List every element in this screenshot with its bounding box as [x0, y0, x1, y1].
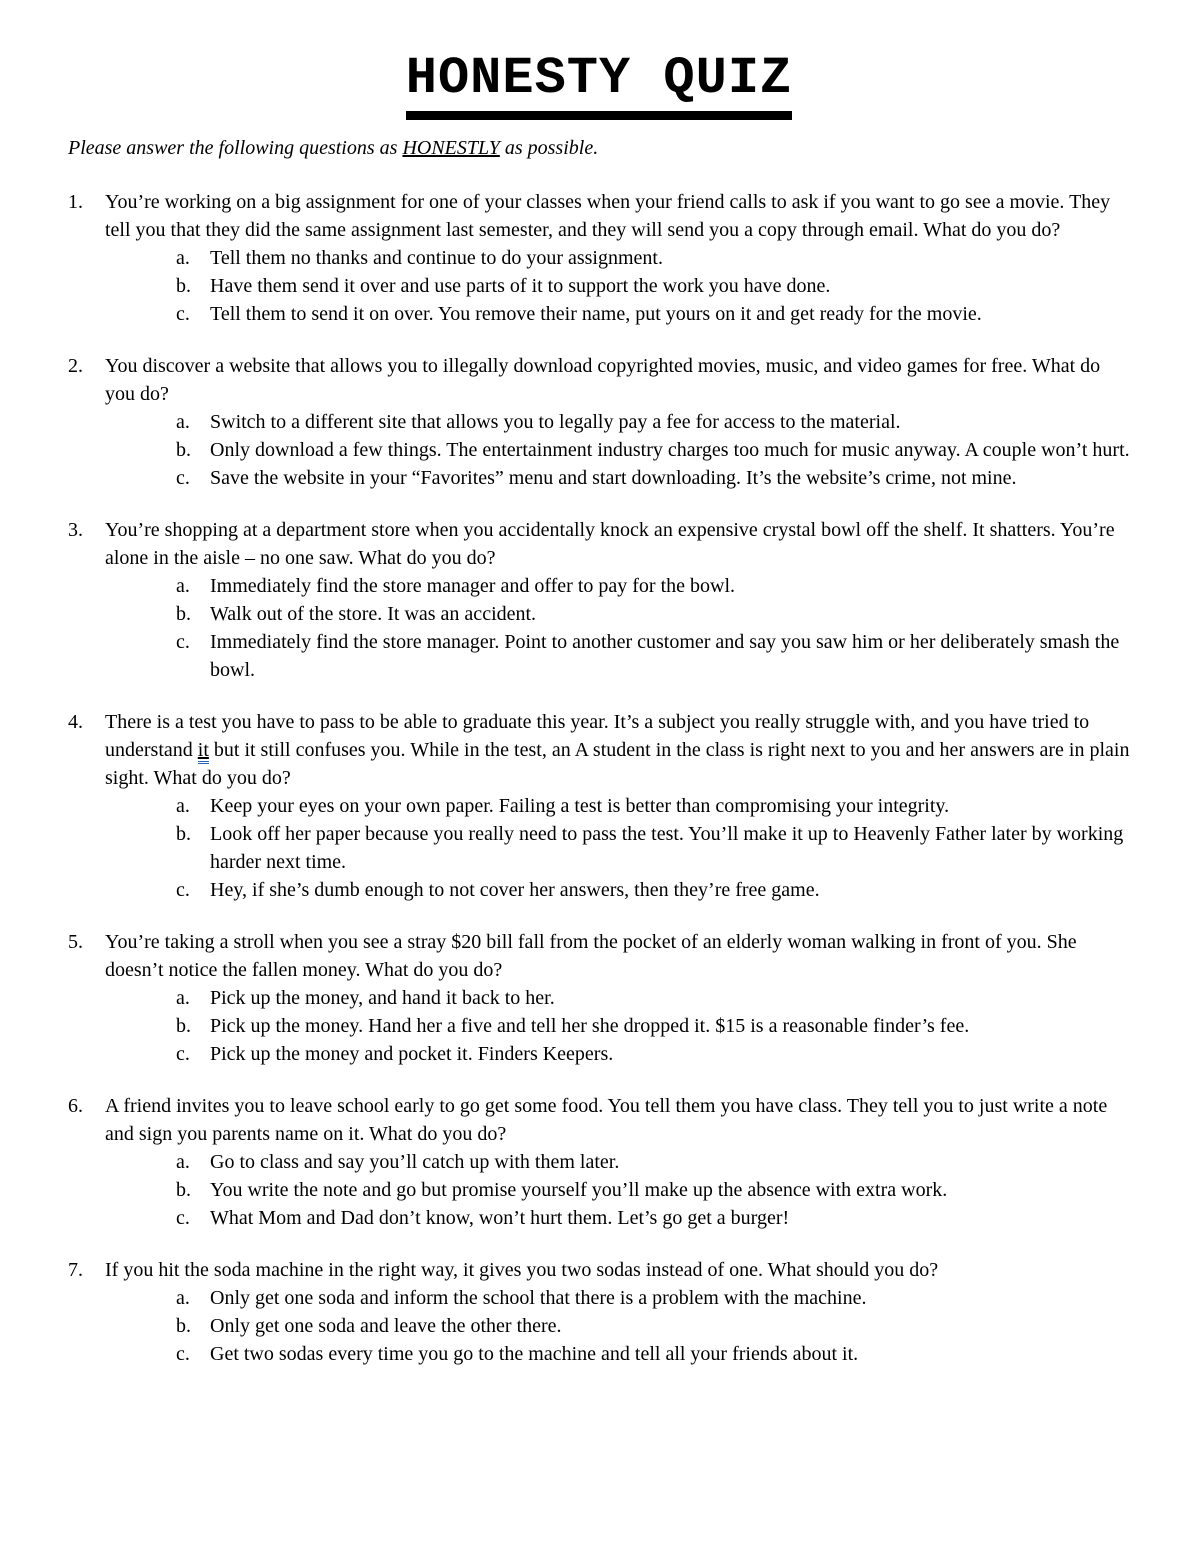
option-letter: a. — [176, 986, 190, 1009]
option-letter: b. — [176, 438, 191, 461]
option-letter: a. — [176, 574, 190, 597]
question-number: 3. — [68, 518, 83, 541]
option-text: Only get one soda and inform the school that there is a problem with the machine. — [210, 1286, 867, 1309]
option-text: Immediately find the store manager and offer to pay for the bowl. — [210, 574, 736, 597]
option-text: Only get one soda and leave the other there. — [210, 1314, 562, 1337]
option-item — [176, 300, 1130, 328]
option-item — [176, 1040, 1130, 1068]
option-item — [176, 1148, 1130, 1176]
options-list — [68, 572, 1130, 684]
question-number: 4. — [68, 710, 83, 733]
option-item — [176, 876, 1130, 904]
question-text-segment: You discover a website that allows you to illegally download copyrighted movies, music, and video games for free. What do you do? — [105, 354, 1101, 405]
option-letter: b. — [176, 1314, 191, 1337]
option-item — [176, 1340, 1130, 1368]
option-item — [176, 436, 1130, 464]
grammar-marked-word: it — [198, 739, 209, 764]
question-text-segment: There is a test you have to pass to be able to graduate this year. It’s a subject you really struggle with, and you have tried to understand — [105, 710, 1090, 761]
question-item — [68, 516, 1130, 684]
question-item — [68, 1256, 1130, 1368]
question-text — [105, 1256, 1130, 1284]
option-letter: b. — [176, 274, 191, 297]
option-text: Pick up the money, and hand it back to her. — [210, 986, 555, 1009]
question-text-segment: You’re working on a big assignment for one of your classes when your friend calls to ask if you want to go see a movie. They tell you that they did the same assignment last semester, and they will send you a copy through email. What do you do? — [105, 190, 1111, 241]
question-item — [68, 1092, 1130, 1232]
option-item — [176, 984, 1130, 1012]
question-text — [105, 352, 1130, 408]
page-title-text: HONESTY QUIZ — [406, 52, 792, 120]
option-item — [176, 628, 1130, 684]
question-number: 6. — [68, 1094, 83, 1117]
option-text: Save the website in your “Favorites” menu and start downloading. It’s the website’s crime, not mine. — [210, 466, 1017, 489]
option-item — [176, 1204, 1130, 1232]
option-item — [176, 820, 1130, 876]
options-list — [68, 408, 1130, 492]
question-item — [68, 352, 1130, 492]
options-list — [68, 984, 1130, 1068]
question-text-segment: but it still confuses you. While in the test, an A student in the class is right next to you and her answers are in plain sight. What do you do? — [105, 738, 1130, 789]
option-letter: c. — [176, 878, 190, 901]
options-list — [68, 792, 1130, 904]
option-letter: b. — [176, 1014, 191, 1037]
options-list — [68, 244, 1130, 328]
option-item — [176, 600, 1130, 628]
question-text — [105, 516, 1130, 572]
question-number: 1. — [68, 190, 83, 213]
option-letter: b. — [176, 602, 191, 625]
option-text: Pick up the money. Hand her a five and tell her she dropped it. $15 is a reasonable finder’s fee. — [210, 1014, 970, 1037]
question-text-segment: You’re taking a stroll when you see a stray $20 bill fall from the pocket of an elderly woman walking in front of you. She doesn’t notice the fallen money. What do you do? — [105, 930, 1077, 981]
option-letter: c. — [176, 302, 190, 325]
option-text: You write the note and go but promise yourself you’ll make up the absence with extra work. — [210, 1178, 948, 1201]
option-item — [176, 464, 1130, 492]
options-list — [68, 1284, 1130, 1368]
option-item — [176, 792, 1130, 820]
question-item — [68, 188, 1130, 328]
intro-line — [68, 134, 1130, 162]
option-text: Pick up the money and pocket it. Finders Keepers. — [210, 1042, 614, 1065]
option-item — [176, 1176, 1130, 1204]
question-text — [105, 708, 1130, 792]
page-title — [68, 49, 1130, 120]
option-item — [176, 572, 1130, 600]
option-letter: c. — [176, 1206, 190, 1229]
option-text: Tell them to send it on over. You remove their name, put yours on it and get ready for the movie. — [210, 302, 982, 325]
question-item — [68, 708, 1130, 904]
option-text: Hey, if she’s dumb enough to not cover her answers, then they’re free game. — [210, 878, 820, 901]
option-item — [176, 1312, 1130, 1340]
option-letter: a. — [176, 794, 190, 817]
option-letter: c. — [176, 1042, 190, 1065]
questions-list — [68, 188, 1130, 1368]
option-text: Get two sodas every time you go to the machine and tell all your friends about it. — [210, 1342, 859, 1365]
question-item — [68, 928, 1130, 1068]
option-letter: b. — [176, 1178, 191, 1201]
option-text: Look off her paper because you really need to pass the test. You’ll make it up to Heavenly Father later by working harder next time. — [210, 822, 1124, 873]
option-item — [176, 1284, 1130, 1312]
option-text: Immediately find the store manager. Point to another customer and say you saw him or her deliberately smash the bowl. — [210, 630, 1120, 681]
question-text-segment: A friend invites you to leave school early to go get some food. You tell them you have class. They tell you to just write a note and sign you parents name on it. What do you do? — [105, 1094, 1108, 1145]
question-number: 5. — [68, 930, 83, 953]
question-number: 2. — [68, 354, 83, 377]
question-text — [105, 1092, 1130, 1148]
option-item — [176, 1012, 1130, 1040]
option-letter: a. — [176, 1286, 190, 1309]
option-text: Only download a few things. The entertainment industry charges too much for music anyway. A couple won’t hurt. — [210, 438, 1130, 461]
option-letter: b. — [176, 822, 191, 845]
option-text: Go to class and say you’ll catch up with them later. — [210, 1150, 620, 1173]
options-list — [68, 1148, 1130, 1232]
option-text: Tell them no thanks and continue to do your assignment. — [210, 246, 663, 269]
intro-suffix: as possible. — [499, 136, 599, 159]
intro-prefix: Please answer the following questions as — [68, 136, 403, 159]
option-letter: c. — [176, 630, 190, 653]
option-item — [176, 272, 1130, 300]
option-letter: a. — [176, 1150, 190, 1173]
option-text: What Mom and Dad don’t know, won’t hurt them. Let’s go get a burger! — [210, 1206, 790, 1229]
option-letter: a. — [176, 410, 190, 433]
question-number: 7. — [68, 1258, 83, 1281]
option-letter: c. — [176, 466, 190, 489]
question-text — [105, 188, 1130, 244]
option-item — [176, 408, 1130, 436]
option-item — [176, 244, 1130, 272]
option-text: Walk out of the store. It was an accident. — [210, 602, 537, 625]
option-text: Keep your eyes on your own paper. Failing a test is better than compromising your integrity. — [210, 794, 950, 817]
question-text — [105, 928, 1130, 984]
question-text-segment: If you hit the soda machine in the right way, it gives you two sodas instead of one. What should you do? — [105, 1258, 939, 1281]
option-letter: c. — [176, 1342, 190, 1365]
question-text-segment: You’re shopping at a department store when you accidentally knock an expensive crystal bowl off the shelf. It shatters. You’re alone in the aisle – no one saw. What do you do? — [105, 518, 1115, 569]
option-letter: a. — [176, 246, 190, 269]
option-text: Switch to a different site that allows you to legally pay a fee for access to the material. — [210, 410, 901, 433]
intro-emphasized: HONESTLY — [402, 136, 500, 159]
option-text: Have them send it over and use parts of it to support the work you have done. — [210, 274, 831, 297]
